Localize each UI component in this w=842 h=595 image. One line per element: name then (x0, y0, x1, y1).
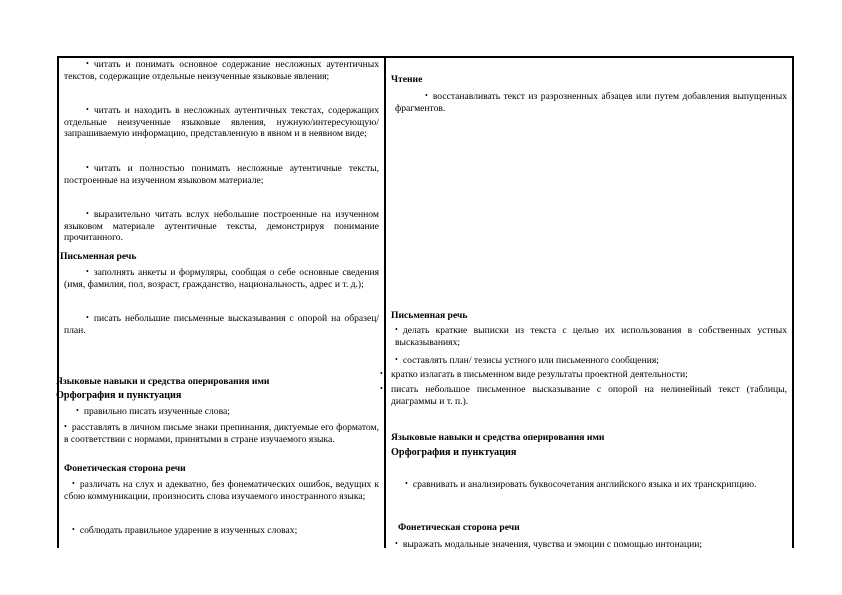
left-orthography-bullet-2: • расставлять в личном письме знаки препинания, диктуемые его форматом, в соответствии с нормами, принятыми в стране изучаемого языка. (64, 421, 379, 445)
right-orthography-bullet-1: • сравнивать и анализировать буквосочетания английского языка и их транскрипцию. (395, 478, 787, 491)
left-orthography-bullet-1: • правильно писать изученные слова; (64, 405, 379, 418)
bullet-marker: • (380, 384, 383, 393)
right-reading-heading: Чтение (391, 74, 423, 85)
right-writing-bullet-4: писать небольшое письменное высказывание с опорой на нелинейный текст (таблицы, диаграммы и т. п.). (391, 384, 787, 407)
right-language-skills-heading: Языковые навыки и средства оперирования ими (391, 432, 605, 443)
left-phonetics-bullet-2: • соблюдать правильное ударение в изученных словах; (64, 524, 379, 537)
left-phonetics-heading: Фонетическая сторона речи (64, 463, 186, 474)
right-writing-bullet-2: • составлять план/ тезисы устного или письменного сообщения; (395, 354, 787, 367)
left-reading-bullet-3: • читать и полностью понимать несложные аутентичные тексты, построенные на изученном языковом материале; (64, 162, 379, 186)
left-orthography-heading: Орфография и пунктуация (56, 390, 182, 401)
table-left-border (57, 56, 59, 548)
right-phonetics-bullet-1: • выражать модальные значения, чувства и эмоции с помощью интонации; (395, 538, 787, 551)
left-reading-bullet-4: • выразительно читать вслух небольшие построенные на изученном языковом материале аутентичные тексты, демонстрируя понимание прочитанного. (64, 208, 379, 244)
right-orthography-heading: Орфография и пунктуация (391, 447, 517, 458)
table-right-border (792, 56, 794, 548)
left-writing-bullet-1: • заполнять анкеты и формуляры, сообщая о себе основные сведения (имя, фамилия, пол, возраст, гражданство, национальность, адрес и т. д.); (64, 266, 379, 290)
left-phonetics-bullet-1: • различать на слух и адекватно, без фонематических ошибок, ведущих к сбою коммуникации, произносить слова изучаемого иностранного языка; (64, 478, 379, 502)
left-reading-bullet-2: • читать и находить в несложных аутентичных текстах, содержащих отдельные неизученные языковые явления, нужную/интересующую/ запрашиваемую информацию, представленную в явном и в неявном виде; (64, 104, 379, 140)
right-reading-bullet-1: • восстанавливать текст из разрозненных абзацев или путем добавления выпущенных фрагментов. (395, 90, 787, 114)
left-language-skills-heading: Языковые навыки и средства оперирования ими (56, 376, 270, 387)
right-writing-heading: Письменная речь (391, 310, 468, 321)
left-writing-bullet-2: • писать небольшие письменные высказывания с опорой на образец/ план. (64, 312, 379, 336)
right-writing-bullet-1: • делать краткие выписки из текста с целью их использования в собственных устных высказываниях; (395, 324, 787, 348)
left-reading-bullet-1: • читать и понимать основное содержание несложных аутентичных текстов, содержащие отдельные неизученные языковые явления; (64, 58, 379, 82)
left-writing-heading: Письменная речь (60, 251, 137, 262)
right-phonetics-heading: Фонетическая сторона речи (398, 522, 520, 533)
table-column-divider (384, 56, 386, 548)
bullet-marker: • (380, 369, 383, 378)
right-writing-bullet-3: кратко излагать в письменном виде результаты проектной деятельности; (391, 369, 688, 380)
